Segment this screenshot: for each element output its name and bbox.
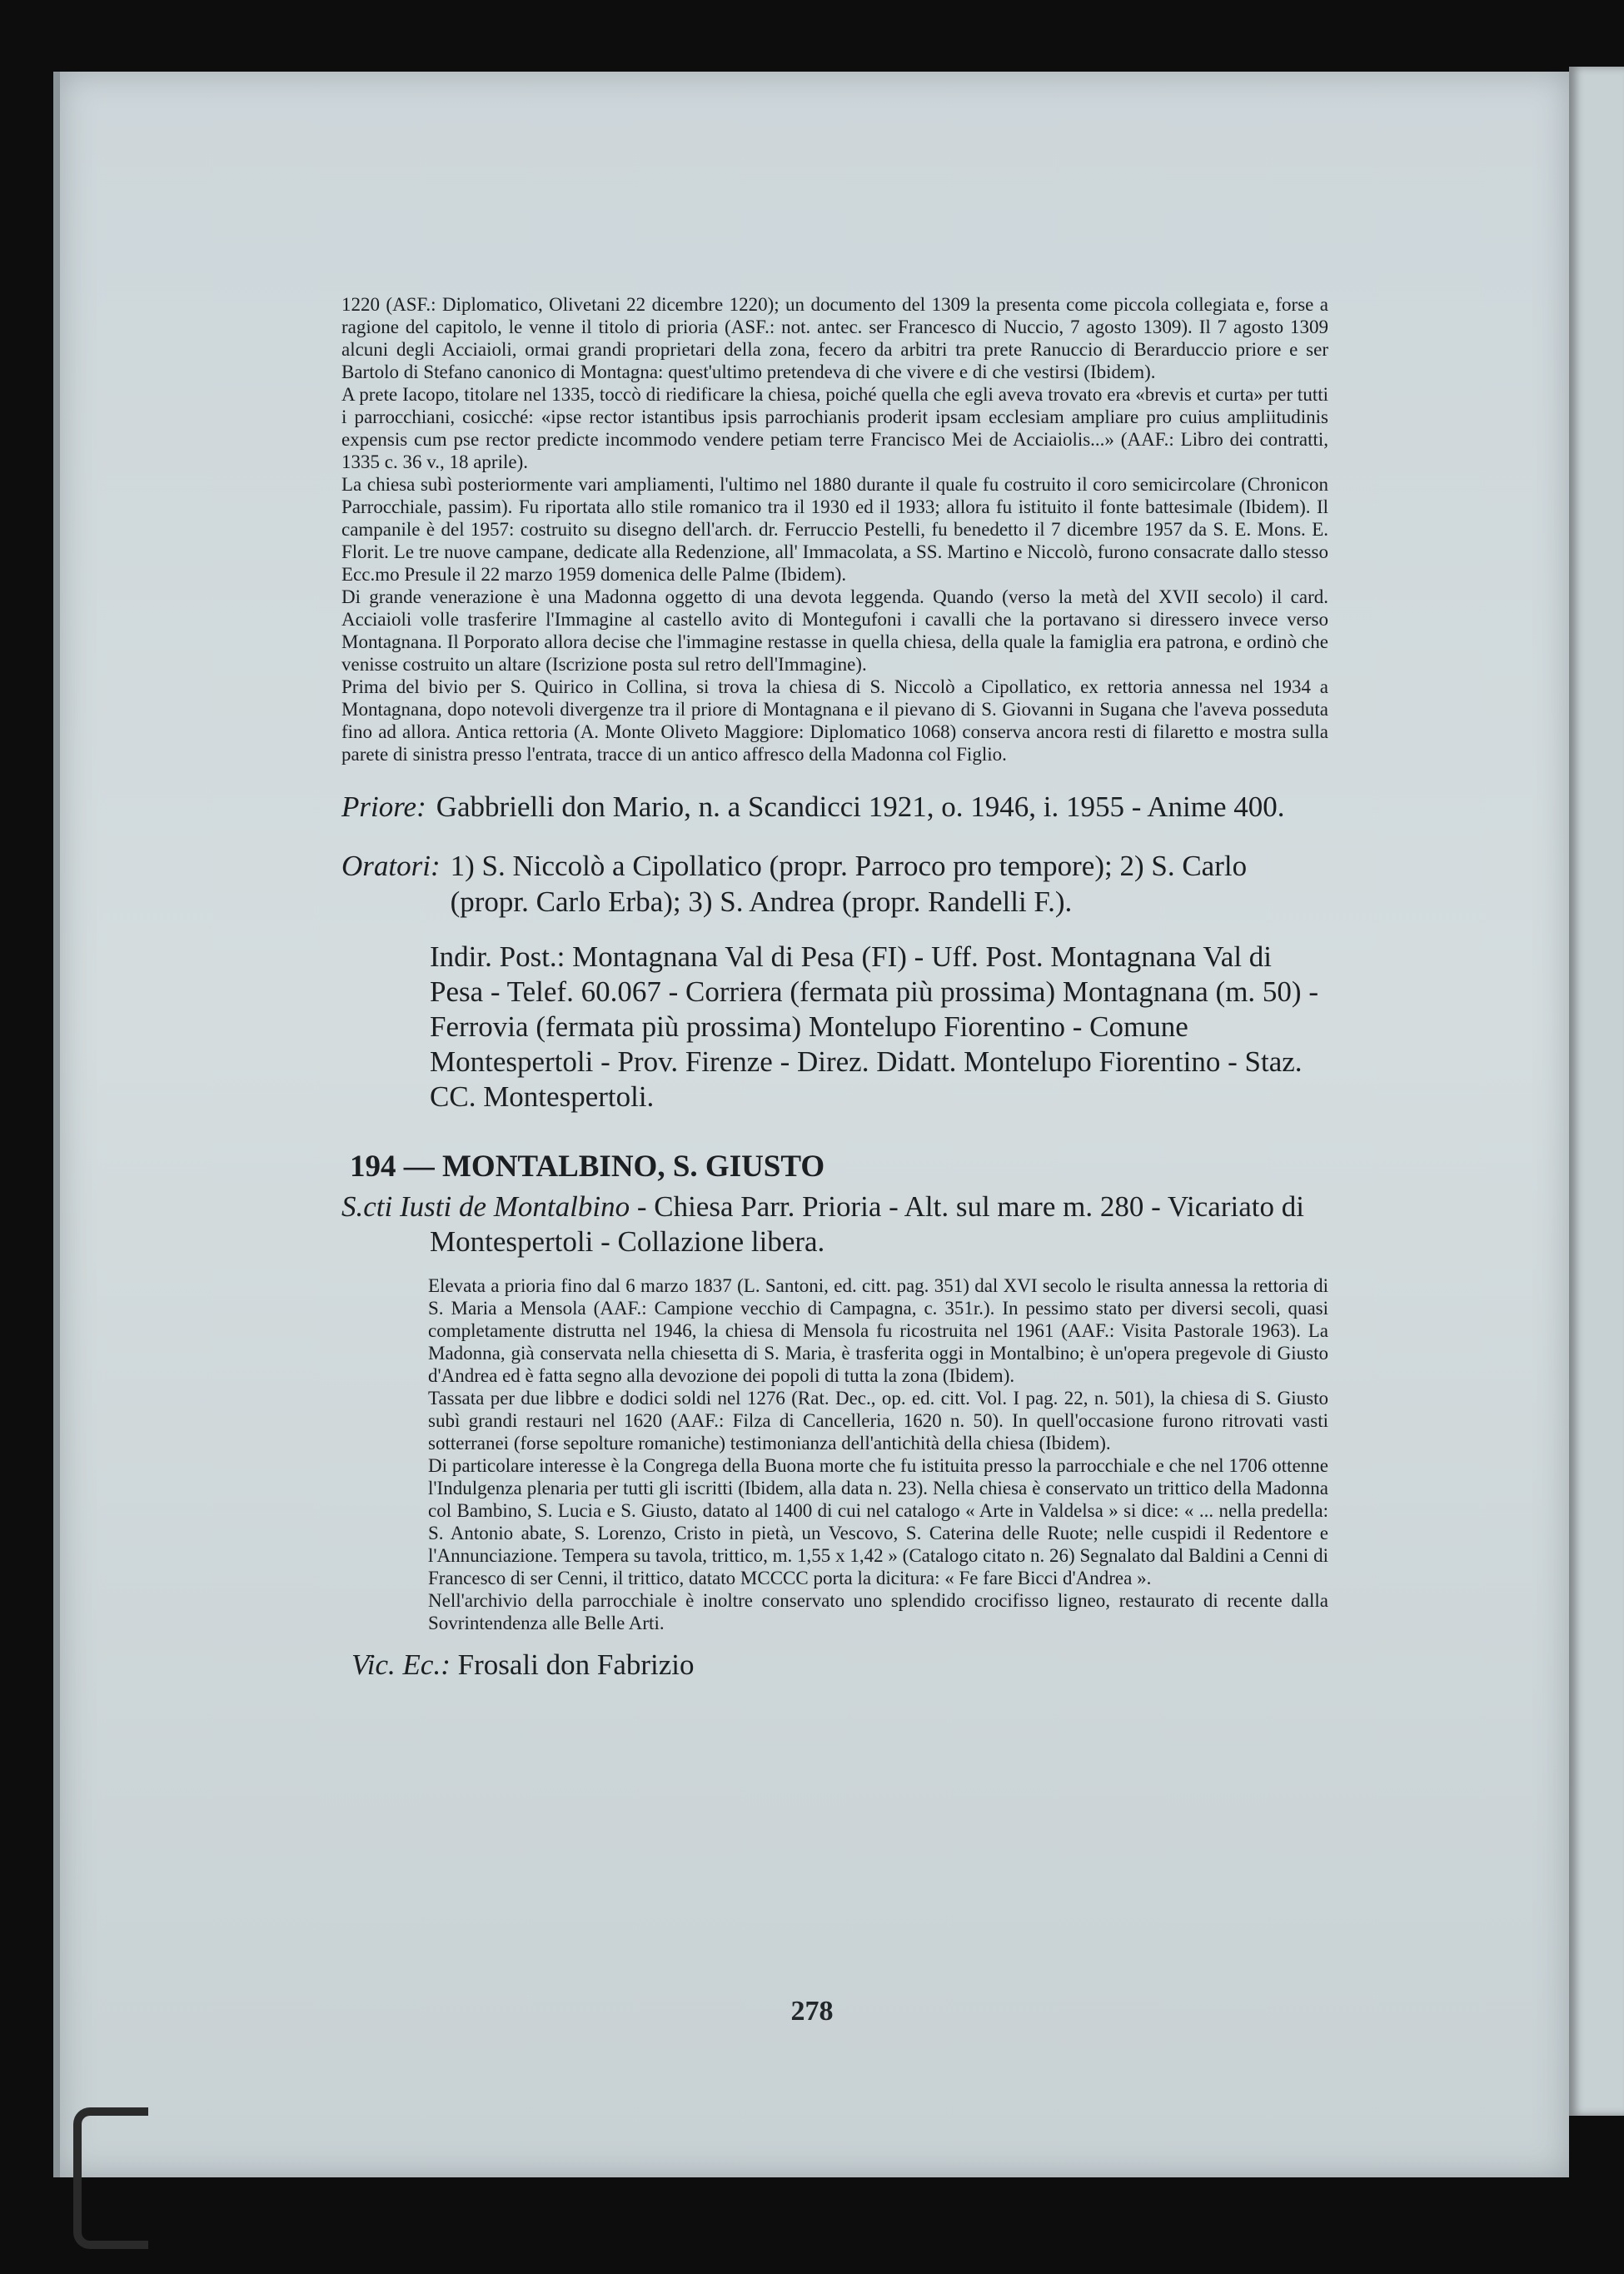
note-paragraph: A prete Iacopo, titolare nel 1335, toccò di riedificare la chiesa, poiché quella che egli aveva trovato era «brevis et curta» per tutti i parrocchiani, cosicché: «ipse rector istantibus ipsis parrochianis proderit ipsam ecclesiam ampliare pro cuius ampliitudinis expensis cum pse rector predicte incommodo vendere petiam terre Francisco Mei de Acciaiolis...» (AAF.: Libro dei contratti, 1335 c. 36 v., 18 aprile). bbox=[341, 384, 1328, 472]
adjacent-page-edge bbox=[1569, 67, 1624, 2116]
section-subtitle bbox=[341, 1189, 1328, 1259]
note-paragraph: Nell'archivio della parrocchiale è inoltre conservato uno splendido crocifisso ligneo, restaurato di recente dalla Sovrintendenza alle Belle Arti. bbox=[428, 1590, 1328, 1633]
priore-label: Priore: bbox=[341, 790, 426, 823]
note-paragraph: Di particolare interesse è la Congrega della Buona morte che fu istituita presso la parrocchiale e che nel 1706 ottenne l'Indulgenza plenaria per tutti gli iscritti (Ibidem, alla data n. 23). Nella chiesa è conservato un trittico della Madonna col Bambino, S. Lucia e S. Giusto, datato al 1400 di cui nel catalogo « Arte in Valdelsa » si dice: « ... nella predella: S. Antonio abate, S. Lorenzo, Cristo in pietà, un Vescovo, S. Caterina delle Ruote; nelle cuspidi il Redentore e l'Annunciazione. Tempera su tavola, trittico, m. 1,55 x 1,42 » (Catalogo citato n. 26) Segnalato dal Baldini a Cenni di Francesco di ser Cenni, il trittico, datato MCCCC porta la dicitura: « Fe fare Bicci d'Andrea ». bbox=[428, 1455, 1328, 1588]
latin-name: S.cti Iusti de Montalbino bbox=[341, 1190, 630, 1223]
oratori-entry bbox=[341, 848, 1328, 920]
vic-ec-label: Vic. Ec.: bbox=[351, 1648, 451, 1681]
page-number: 278 bbox=[790, 1996, 834, 2027]
subtitle-rest: - Chiesa Parr. Prioria - Alt. sul mare m. 280 - Vicariato di Montespertoli - Collazione libera. bbox=[430, 1190, 1304, 1258]
section-note bbox=[428, 1274, 1328, 1634]
vic-ec-text: Frosali don Fabrizio bbox=[457, 1648, 695, 1681]
section-title: 194 — MONTALBINO, S. GIUSTO bbox=[350, 1149, 825, 1184]
note-paragraph: Di grande venerazione è una Madonna oggetto di una devota leggenda. Quando (verso la metà del XVII secolo) il card. Acciaioli volle trasferire l'Immagine al castello avito di Montegufoni i cavalli che la portavano si diressero invece verso Montagnana. Il Porporato allora decise che l'immagine restasse in quella chiesa, della quale la famiglia era patrona, e ordinò che venisse costruito un altare (Iscrizione posta sul retro dell'Immagine). bbox=[341, 586, 1328, 675]
note-paragraph: 1220 (ASF.: Diplomatico, Olivetani 22 dicembre 1220); un documento del 1309 la presenta come piccola collegiata e, forse a ragione del capitolo, le venne il titolo di prioria (ASF.: not. antec. ser Francesco di Nuccio, 7 agosto 1309). Il 7 agosto 1309 alcuni degli Acciaioli, ormai grandi proprietari della zona, fecero da arbitri tra prete Ranuccio di Berarduccio priore e ser Bartolo di Stefano canonico di Montagna: quest'ultimo pretendeva di che vivere e di che vestirsi (Ibidem). bbox=[341, 294, 1328, 382]
note-paragraph: Prima del bivio per S. Quirico in Collina, si trova la chiesa di S. Niccolò a Cipollatico, ex rettoria annessa nel 1934 a Montagnana, dopo notevoli divergenze tra il priore di Montagnana e il pievano di S. Giovanni in Sugana che l'aveva posseduta fino ad allora. Antica rettoria (A. Monte Oliveto Maggiore: Diplomatico 1068) conserva ancora resti di filaretto e mostra sulla parete di sinistra presso l'entrata, tracce di un antico affresco della Madonna col Figlio. bbox=[341, 676, 1328, 765]
header-note bbox=[341, 293, 1328, 765]
note-paragraph: La chiesa subì posteriormente vari ampliamenti, l'ultimo nel 1880 durante il quale fu costruito il coro semicircolare (Chronicon Parrocchiale, passim). Fu riportata allo stile romanico tra il 1930 ed il 1933; allora fu istituito il fonte battesimale (Ibidem). Il campanile è del 1957: costruito su disegno dell'arch. dr. Ferruccio Pestelli, fu benedetto il 7 dicembre 1957 da S. E. Mons. E. Florit. Le tre nuove campane, dedicate alla Redenzione, all' Immacolata, a SS. Martino e Niccolò, furono consacrate dallo stesso Ecc.mo Presule il 22 marzo 1959 domenica delle Palme (Ibidem). bbox=[341, 474, 1328, 585]
oratori-label: Oratori: bbox=[341, 850, 441, 882]
page-content bbox=[341, 293, 1328, 1683]
postal-address: Indir. Post.: Montagnana Val di Pesa (FI) - Uff. Post. Montagnana Val di Pesa - Telef. 60.067 - Corriera (fermata più prossima) Montagnana (m. 50) - Ferrovia (fermata più prossima) Montelupo Fiorentino - Comune Montespertoli - Prov. Firenze - Direz. Didatt. Montelupo Fiorentino - Staz. CC. Montespertoli. bbox=[430, 940, 1318, 1113]
vic-ec-entry bbox=[351, 1648, 1328, 1683]
note-paragraph: Elevata a prioria fino dal 6 marzo 1837 (L. Santoni, ed. citt. pag. 351) dal XVI secolo le risulta annessa la rettoria di S. Maria a Mensola (AAF.: Campione vecchio di Campagna, c. 351r.). In pessimo stato per diversi secoli, quasi completamente distrutta nel 1946, la chiesa di Mensola fu ricostruita nel 1961 (AAF.: Visita Pastorale 1963). La Madonna, già conservata nella chiesetta di S. Maria, è trasferita oggi in Montalbino; è un'opera pregevole di Giusto d'Andrea ed è fatta segno alla devozione dei popoli di tutta la zona (Ibidem). bbox=[428, 1275, 1328, 1386]
priore-text: Gabbrielli don Mario, n. a Scandicci 1921, o. 1946, i. 1955 - Anime 400. bbox=[436, 790, 1285, 823]
priore-entry bbox=[341, 789, 1328, 825]
binder-clip bbox=[73, 2107, 148, 2249]
note-paragraph: Tassata per due libbre e dodici soldi nel 1276 (Rat. Dec., op. ed. citt. Vol. I pag. 22, n. 501), la chiesa di S. Giusto subì grandi restauri nel 1620 (AAF.: Filza di Cancelleria, 1620 n. 50). In quell'occasione furono ritrovati vasti sotterranei (forse sepolture romaniche) testimonianza dell'antichità della chiesa (Ibidem). bbox=[428, 1388, 1328, 1454]
oratori-text: 1) S. Niccolò a Cipollatico (propr. Parroco pro tempore); 2) S. Carlo (propr. Carlo Erba); 3) S. Andrea (propr. Randelli F.). bbox=[450, 850, 1248, 918]
